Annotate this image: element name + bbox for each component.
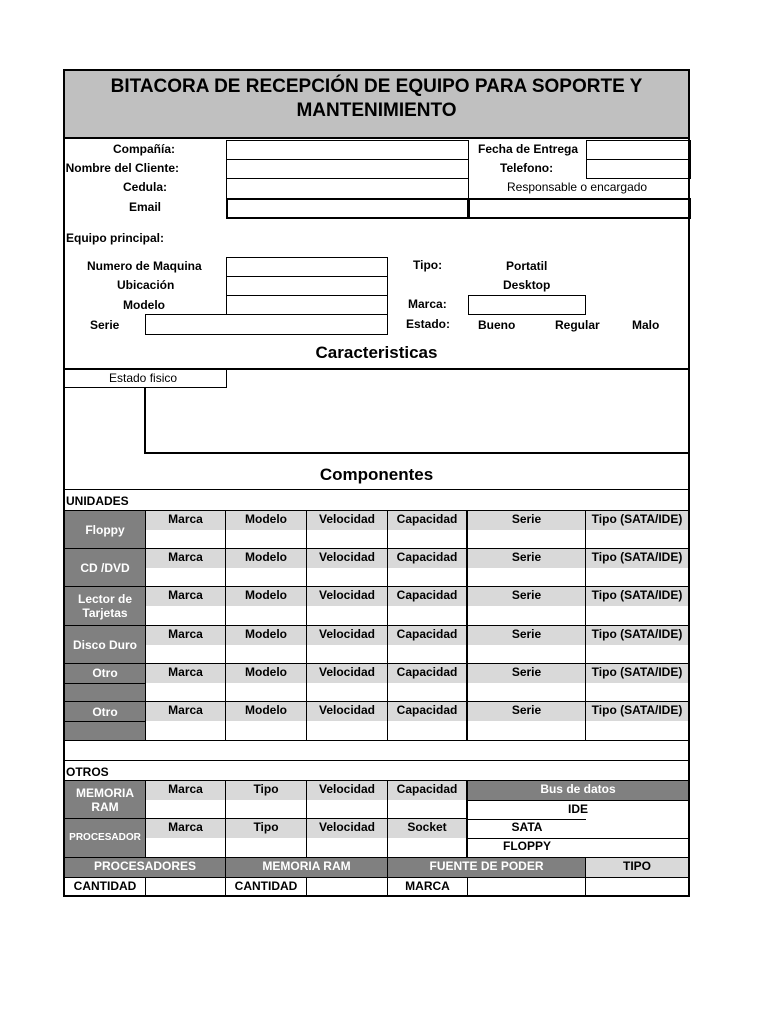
label-serial: Serie [90,318,120,332]
unit-value-field[interactable] [307,530,388,549]
form-sheet [63,69,690,897]
delivery-date-field[interactable] [586,140,691,160]
other-value-field[interactable] [146,800,226,819]
unit-column-header: Velocidad [307,549,388,568]
unit-value-field[interactable] [226,721,307,740]
equipment-heading: Equipo principal: [66,231,164,245]
unit-column-header: Marca [146,511,226,530]
bus-option-floppy[interactable]: FLOPPY [468,838,586,857]
footer-type: TIPO [586,858,688,877]
unit-value-field[interactable] [468,568,586,587]
client-name-field[interactable] [226,159,469,179]
footer-quantity-2: CANTIDAD [226,878,307,897]
label-phone: Telefono: [500,161,554,175]
unit-value-field[interactable] [307,683,388,702]
unit-value-field[interactable] [586,645,688,664]
unit-value-field[interactable] [388,645,468,664]
footer-brand: MARCA [388,878,468,897]
label-email: Email [128,200,161,214]
location-field[interactable] [226,276,388,296]
other-column-header: Socket [388,819,468,838]
unit-value-field[interactable] [226,606,307,625]
unit-value-field[interactable] [586,606,688,625]
unit-value-field[interactable] [307,606,388,625]
unit-column-header: Tipo (SATA/IDE) [586,626,688,645]
label-brand: Marca: [408,297,447,311]
other-column-header: Marca [146,781,226,800]
unit-column-header: Serie [468,702,586,721]
unit-column-header: Capacidad [388,626,468,645]
other-value-field[interactable] [226,838,307,857]
unit-row-label: CD /DVD [65,549,146,587]
form-title: BITACORA DE RECEPCIÓN DE EQUIPO PARA SOPORTE Y MANTENIMIENTO [65,71,688,139]
unit-column-header: Modelo [226,702,307,721]
unit-row-label: Lector de Tarjetas [65,587,146,625]
unit-column-header: Marca [146,549,226,568]
unit-value-field[interactable] [307,568,388,587]
footer-power-supply: FUENTE DE PODER [388,858,586,877]
unit-value-field[interactable] [226,530,307,549]
footer-processors: PROCESADORES [65,858,226,877]
unit-column-header: Serie [468,511,586,530]
bus-heading: Bus de datos [468,781,688,800]
unit-value-field[interactable] [146,568,226,587]
unit-column-header: Serie [468,626,586,645]
power-supply-brand-field[interactable] [468,878,586,897]
type-desktop[interactable]: Desktop [503,278,551,292]
unit-value-field[interactable] [388,721,468,740]
model-field[interactable] [226,295,388,315]
other-value-field[interactable] [307,838,388,857]
other-value-field[interactable] [226,800,307,819]
physical-state-field[interactable] [146,389,686,451]
unit-value-field[interactable] [226,683,307,702]
label-model: Modelo [123,298,165,312]
unit-column-header: Capacidad [388,702,468,721]
cpu-label: PROCESADOR [65,819,146,857]
label-state: Estado: [406,317,451,331]
state-bad[interactable]: Malo [632,318,660,332]
unit-value-field[interactable] [468,530,586,549]
unit-column-header: Velocidad [307,664,388,683]
unit-column-header: Velocidad [307,587,388,606]
type-laptop[interactable]: Portatil [506,259,548,273]
unit-column-header: Modelo [226,664,307,683]
unit-value-field[interactable] [388,530,468,549]
unit-value-field[interactable] [226,645,307,664]
unit-value-field[interactable] [586,568,688,587]
unit-value-field[interactable] [586,530,688,549]
unit-column-header: Capacidad [388,511,468,530]
other-column-header: Velocidad [307,781,388,800]
power-supply-type-field[interactable] [586,878,688,897]
unit-value-field[interactable] [388,606,468,625]
unit-value-field[interactable] [146,645,226,664]
label-delivery-date: Fecha de Entrega [478,142,579,156]
unit-row-label: Disco Duro [65,626,146,664]
unit-column-header: Serie [468,549,586,568]
label-company: Compañía: [112,142,175,156]
footer-ram: MEMORIA RAM [226,858,388,877]
unit-row-label: Otro [65,664,146,683]
unit-column-header: Velocidad [307,626,388,645]
ram-label: MEMORIA RAM [65,781,146,819]
unit-column-header: Marca [146,702,226,721]
id-field[interactable] [226,178,469,199]
unit-column-header: Marca [146,626,226,645]
unit-column-header: Modelo [226,549,307,568]
unit-column-header: Serie [468,587,586,606]
unit-value-field[interactable] [468,645,586,664]
bus-option-ide[interactable]: IDE [468,800,688,819]
other-value-field[interactable] [307,800,388,819]
unit-column-header: Capacidad [388,587,468,606]
unit-column-header: Velocidad [307,511,388,530]
other-value-field[interactable] [388,800,468,819]
unit-column-header: Tipo (SATA/IDE) [586,587,688,606]
unit-column-header: Modelo [226,626,307,645]
email-field[interactable] [226,198,469,219]
unit-column-header: Modelo [226,511,307,530]
unit-value-field[interactable] [146,721,226,740]
unit-column-header: Serie [468,664,586,683]
other-value-field[interactable] [146,838,226,857]
responsible-field[interactable] [468,198,691,219]
label-responsible: Responsable o encargado [507,180,648,194]
other-column-header: Tipo [226,819,307,838]
serial-field[interactable] [145,314,388,335]
unit-column-header: Tipo (SATA/IDE) [586,549,688,568]
label-location: Ubicación [117,278,175,292]
unit-value-field[interactable] [146,683,226,702]
unit-column-header: Tipo (SATA/IDE) [586,664,688,683]
label-id: Cedula: [122,180,167,194]
units-heading: UNIDADES [66,494,129,508]
unit-value-field[interactable] [468,606,586,625]
unit-column-header: Capacidad [388,664,468,683]
unit-value-field[interactable] [586,721,688,740]
other-column-header: Capacidad [388,781,468,800]
phone-field[interactable] [586,159,691,179]
unit-value-field[interactable] [388,568,468,587]
other-column-header: Velocidad [307,819,388,838]
processors-quantity-field[interactable] [146,878,226,897]
others-heading: OTROS [66,765,109,779]
unit-column-header: Capacidad [388,549,468,568]
unit-value-field[interactable] [146,606,226,625]
unit-value-field[interactable] [226,568,307,587]
footer-quantity-1: CANTIDAD [65,878,146,897]
unit-column-header: Modelo [226,587,307,606]
unit-value-field[interactable] [388,683,468,702]
unit-value-field[interactable] [307,645,388,664]
unit-value-field[interactable] [468,721,586,740]
bus-option-sata[interactable]: SATA [468,819,586,838]
label-type: Tipo: [413,258,443,272]
unit-column-header: Velocidad [307,702,388,721]
unit-column-header: Marca [146,664,226,683]
label-physical-state: Estado fisico [109,371,178,385]
brand-field[interactable] [468,295,586,315]
unit-value-field[interactable] [468,683,586,702]
unit-column-header: Tipo (SATA/IDE) [586,702,688,721]
label-machine-number: Numero de Maquina [87,259,202,273]
unit-value-field[interactable] [146,530,226,549]
unit-row-label: Otro [65,702,146,721]
ram-quantity-field[interactable] [307,878,388,897]
company-field[interactable] [226,140,469,160]
other-column-header: Tipo [226,781,307,800]
state-good[interactable]: Bueno [478,318,516,332]
label-client-name: Nombre del Cliente: [65,161,179,175]
other-column-header: Marca [146,819,226,838]
characteristics-heading: Caracteristicas [315,343,438,362]
unit-value-field[interactable] [307,721,388,740]
unit-column-header: Marca [146,587,226,606]
unit-row-label: Floppy [65,511,146,549]
other-value-field[interactable] [388,838,468,857]
other-unit-name-field[interactable] [65,683,146,702]
state-regular[interactable]: Regular [555,318,600,332]
components-heading: Componentes [319,465,434,484]
unit-value-field[interactable] [586,683,688,702]
other-unit-name-field[interactable] [65,721,146,740]
unit-column-header: Tipo (SATA/IDE) [586,511,688,530]
machine-number-field[interactable] [226,257,388,277]
